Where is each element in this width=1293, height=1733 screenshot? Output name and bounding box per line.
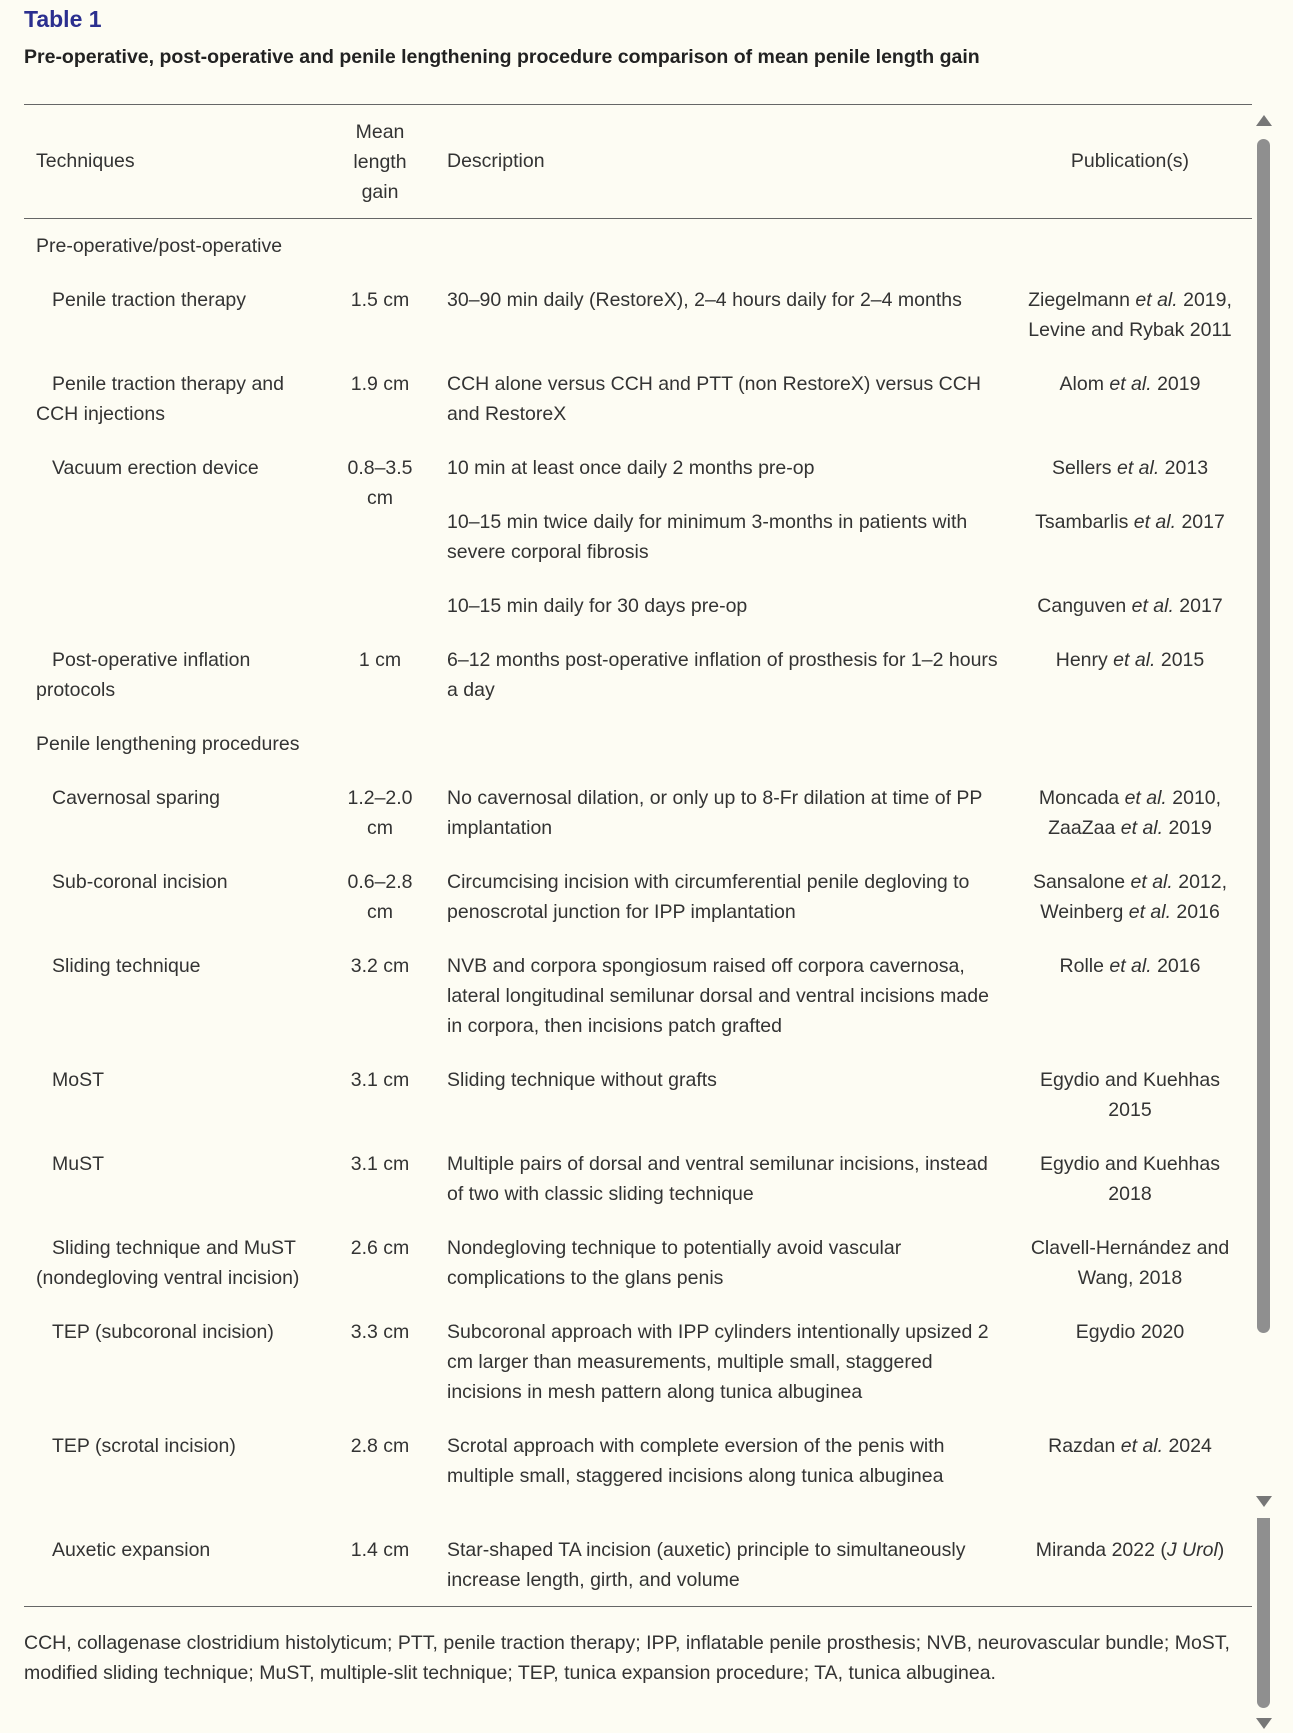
tech-text: Penile traction therapy [52,289,247,311]
pub-year: 2019, [1177,289,1232,311]
tech-line: (nondegloving ventral incision) [36,1267,300,1289]
table-footnote: CCH, collagenase clostridium histolyticum; PTT, penile traction therapy; IPP, inflatable penile prosthesis; NVB, neurovascular bundle; MoST, modified sliding technique; MuST, multiple-slit technique; TEP, tunica expansion procedure; TA, tunica albuginea. [24,1632,1230,1684]
pub-line: Levine and Rybak 2011 [1028,319,1232,341]
pub-author: Razdan [1048,1435,1121,1457]
gain-cell [334,783,426,843]
tech-cell [36,783,306,813]
desc-cell: Scrotal approach with complete eversion of the penis with multiple small, staggered incisions along tunica albuginea [447,1435,945,1487]
tech-text: Sub-coronal incision [52,871,228,893]
pub-etal: et al. [1131,595,1174,617]
section-preop: Pre-operative/post-operative [36,235,283,257]
pub-year: 2016 [1151,955,1201,977]
pub-cell [1018,783,1242,843]
tech-cell [36,867,306,897]
pub-etal: et al. [1109,373,1152,395]
pub-year: 2024 [1163,1435,1212,1457]
pub-year: 2019 [1163,817,1212,839]
tech-cell [36,1233,306,1293]
gain-cell: 3.1 cm [350,1153,410,1175]
gain-cell: 1 cm [358,649,402,671]
tech-cell [36,285,306,315]
pub-author: Sellers [1051,457,1117,479]
gain-cell: 1.5 cm [350,289,410,311]
pub-year: 2017 [1176,511,1225,533]
pub-line: Wang, 2018 [1077,1267,1183,1289]
scrollbar-thumb[interactable] [1257,139,1270,1333]
gain-line: 1.2–2.0 [347,787,413,809]
desc-cell: Nondegloving technique to potentially avoid vascular complications to the glans penis [447,1237,902,1289]
pub-line [1018,867,1242,897]
pub-cell [1018,285,1242,345]
gain-line: cm [367,817,393,839]
scrollbar-thumb-lower[interactable] [1257,1518,1270,1708]
tech-cell [36,645,306,705]
header-techniques: Techniques [36,150,135,172]
pub-cell: Egydio 2020 [1075,1321,1185,1343]
tech-cell [36,453,306,483]
header-gain-line2: length [353,151,407,173]
desc-cell: Multiple pairs of dorsal and ventral semilunar incisions, instead of two with classic sliding technique [447,1153,988,1205]
header-bottom-rule [24,218,1252,219]
pub-etal: et al. [1113,649,1156,671]
pub-year: ) [1217,1539,1225,1561]
pub-cell [1018,1233,1242,1293]
pub-etal: et al. [1130,871,1173,893]
pub-line [1018,897,1242,927]
table-caption: Pre-operative, post-operative and penile lengthening procedure comparison of mean penile length gain [24,46,980,68]
desc-cell: Star-shaped TA incision (auxetic) principle to simultaneously increase length, girth, and volume [447,1539,966,1591]
tech-line [36,1233,306,1263]
pub-line: 2018 [1108,1183,1152,1205]
pub-cell [1018,591,1242,621]
pub-cell [1018,1149,1242,1209]
pub-author: Canguven [1037,595,1132,617]
tech-text: TEP (subcoronal incision) [52,1321,274,1343]
desc-cell: Sliding technique without grafts [447,1069,717,1091]
pub-cell [1018,1535,1242,1565]
desc-cell: NVB and corpora spongiosum raised off corpora cavernosa, lateral longitudinal semilunar dorsal and ventral incisions made in corpora, then incisions patch grafted [447,955,989,1037]
pub-author: Alom [1059,373,1110,395]
tech-text: Sliding technique [52,955,201,977]
pub-year: 2019 [1151,373,1201,395]
pub-line: Clavell-Hernández and [1030,1237,1230,1259]
table-top-rule [24,104,1252,105]
gain-cell: 3.2 cm [350,955,410,977]
desc-cell: No cavernosal dilation, or only up to 8-Fr dilation at time of PP implantation [447,787,983,839]
pub-cell [1018,507,1242,537]
tech-cell [36,1149,306,1179]
pub-year: 2015 [1155,649,1205,671]
pub-etal: et al. [1128,901,1171,923]
pub-year: 2012, [1172,871,1228,893]
header-mean-length-gain [334,117,426,207]
pub-cell [1018,867,1242,927]
pub-author: Moncada [1038,787,1125,809]
tech-text: Post-operative inflation [52,649,251,671]
tech-text: Cavernosal sparing [52,787,221,809]
tech-line [36,369,306,399]
tech-text: Sliding technique and MuST [52,1237,296,1259]
tech-cell [36,951,306,981]
tech-cell [36,1065,306,1095]
gain-cell [334,867,426,927]
desc-cell: Circumcising incision with circumferential penile degloving to penoscrotal junction for IPP implantation [447,871,970,923]
pub-line [1018,285,1242,315]
pub-cell [1018,645,1242,675]
pub-etal: et al. [1135,289,1178,311]
tech-text: Vacuum erection device [52,457,259,479]
pub-year: 2016 [1171,901,1220,923]
tech-cell [36,1431,306,1461]
pub-author: Henry [1055,649,1114,671]
gain-line: cm [367,487,393,509]
header-description: Description [447,150,545,172]
pub-line: 2015 [1108,1099,1152,1121]
pub-line [1018,783,1242,813]
page-scroll-down-arrow-icon[interactable] [1256,1718,1272,1729]
desc-cell: 30–90 min daily (RestoreX), 2–4 hours daily for 2–4 months [447,289,962,311]
tech-line [36,645,306,675]
pub-author: ZaaZaa [1048,817,1121,839]
tech-cell [36,1535,306,1565]
gain-cell: 2.6 cm [350,1237,410,1259]
tech-line: CCH injections [36,403,165,425]
header-gain-line1: Mean [355,121,405,143]
gain-line: 0.8–3.5 [347,457,413,479]
tech-cell [36,369,306,429]
pub-cell [1018,951,1242,981]
gain-cell [334,453,426,513]
pub-etal: et al. [1133,511,1177,533]
pub-etal: et al. [1120,1435,1164,1457]
pub-etal: et al. [1124,787,1167,809]
tech-text: TEP (scrotal incision) [52,1435,236,1457]
pub-cell [1018,1065,1242,1125]
scroll-up-arrow-icon[interactable] [1256,115,1272,126]
pub-author: Sansalone [1032,871,1131,893]
tech-line: protocols [36,679,116,701]
tech-text: Penile traction therapy and [52,373,284,395]
pub-etal: et al. [1116,457,1160,479]
pub-line: Egydio and Kuehhas [1040,1153,1220,1175]
pub-cell [1018,1431,1242,1461]
gain-cell: 1.9 cm [350,373,410,395]
header-gain-line3: gain [361,181,399,203]
pub-year: 2010, [1166,787,1222,809]
pub-year: 2013 [1159,457,1209,479]
table-bottom-rule [24,1606,1252,1607]
tech-text: MoST [52,1069,105,1091]
pub-author: Tsambarlis [1035,511,1134,533]
pub-etal: et al. [1120,817,1164,839]
pub-year: 2017 [1173,595,1223,617]
pub-line [1018,813,1242,843]
desc-cell: 10–15 min twice daily for minimum 3-months in patients with severe corporal fibrosis [447,511,968,563]
pub-etal: et al. [1109,955,1152,977]
desc-cell: Subcoronal approach with IPP cylinders intentionally upsized 2 cm larger than measurements, multiple small, staggered incisions in mesh pattern along tunica albuginea [447,1321,989,1403]
scroll-down-arrow-icon[interactable] [1256,1496,1272,1507]
desc-cell: CCH alone versus CCH and PTT (non RestoreX) versus CCH and RestoreX [447,373,981,425]
header-publications: Publication(s) [1070,150,1190,172]
desc-cell: 10 min at least once daily 2 months pre-op [447,457,815,479]
pub-author: Weinberg [1040,901,1129,923]
pub-cell [1018,453,1242,483]
pub-author: Miranda 2022 ( [1035,1539,1167,1561]
desc-cell: 10–15 min daily for 30 days pre-op [447,595,748,617]
pub-line: Egydio and Kuehhas [1040,1069,1220,1091]
gain-line: 0.6–2.8 [347,871,413,893]
section-lengthening: Penile lengthening procedures [36,733,300,755]
table-label: Table 1 [24,6,102,32]
tech-cell [36,1317,306,1347]
gain-cell: 3.1 cm [350,1069,410,1091]
gain-cell: 1.4 cm [350,1539,410,1561]
pub-author: Rolle [1059,955,1110,977]
pub-author: Ziegelmann [1028,289,1136,311]
gain-cell: 2.8 cm [350,1435,410,1457]
tech-text: Auxetic expansion [52,1539,211,1561]
tech-text: MuST [52,1153,105,1175]
desc-cell: 6–12 months post-operative inflation of prosthesis for 1–2 hours a day [447,649,998,701]
gain-line: cm [367,901,393,923]
pub-journal: J Urol [1166,1539,1218,1561]
pub-cell [1018,369,1242,399]
gain-cell: 3.3 cm [350,1321,410,1343]
